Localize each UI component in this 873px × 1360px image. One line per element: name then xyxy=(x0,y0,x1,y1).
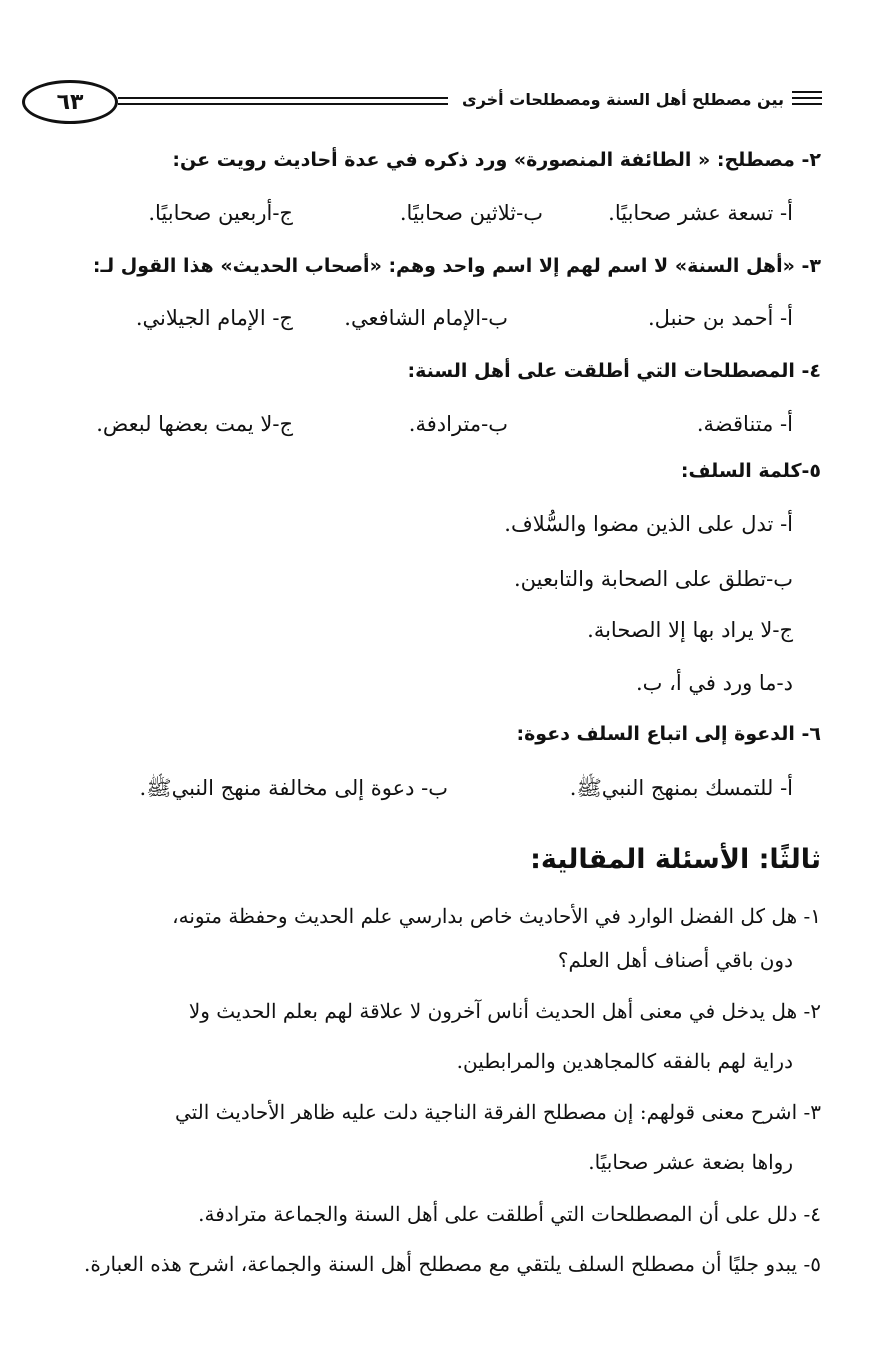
mcq-option: ب- دعوة إلى مخالفة منهج النبيﷺ. xyxy=(139,776,448,800)
mcq-option: أ- متناقضة. xyxy=(696,412,793,436)
mcq-question: ٦- الدعوة إلى اتباع السلف دعوة: xyxy=(516,723,821,745)
mcq-option: د-ما ورد في أ، ب. xyxy=(635,671,793,695)
header-rule xyxy=(118,97,448,99)
running-header xyxy=(22,78,822,134)
page-number: ٦٣ xyxy=(22,80,118,124)
header-title: بين مصطلح أهل السنة ومصطلحات أخرى xyxy=(458,90,788,109)
mcq-option: أ- تسعة عشر صحابيًا. xyxy=(608,201,793,225)
mcq-option: ج-أربعين صحابيًا. xyxy=(148,201,293,225)
essay-question-line: رواها بضعة عشر صحابيًا. xyxy=(588,1150,793,1174)
mcq-option: ب-مترادفة. xyxy=(408,412,508,436)
essay-question-line: ٤- دلل على أن المصطلحات التي أطلقت على أهل السنة والجماعة مترادفة. xyxy=(198,1202,821,1226)
essay-question-line: ١- هل كل الفضل الوارد في الأحاديث خاص بدارسي علم الحديث وحفظة متونه، xyxy=(172,904,821,928)
essay-question-line: ٥- يبدو جليًا أن مصطلح السلف يلتقي مع مصطلح أهل السنة والجماعة، اشرح هذه العبارة. xyxy=(84,1252,821,1276)
header-rule xyxy=(792,97,822,99)
section-title: ثالثًا: الأسئلة المقالية: xyxy=(530,844,821,875)
header-rule xyxy=(118,103,448,105)
mcq-option: أ- للتمسك بمنهج النبيﷺ. xyxy=(569,776,793,800)
essay-question-line: دراية لهم بالفقه كالمجاهدين والمرابطين. xyxy=(456,1049,793,1073)
mcq-option: ج-لا يمت بعضها لبعض. xyxy=(96,412,293,436)
essay-question-line: ٢- هل يدخل في معنى أهل الحديث أناس آخرون لا علاقة لهم بعلم الحديث ولا xyxy=(188,999,821,1023)
essay-question-line: دون باقي أصناف أهل العلم؟ xyxy=(557,948,793,972)
mcq-option: ج-لا يراد بها إلا الصحابة. xyxy=(587,618,793,642)
mcq-option: أ- تدل على الذين مضوا والسُّلاف. xyxy=(504,512,793,536)
mcq-question: ٢- مصطلح: « الطائفة المنصورة» ورد ذكره في عدة أحاديث رويت عن: xyxy=(172,149,821,171)
mcq-question: ٥-كلمة السلف: xyxy=(680,460,821,482)
essay-question-line: ٣- اشرح معنى قولهم: إن مصطلح الفرقة الناجية دلت عليه ظاهر الأحاديث التي xyxy=(174,1100,821,1124)
mcq-option: أ- أحمد بن حنبل. xyxy=(647,306,793,330)
header-rule xyxy=(792,91,822,93)
mcq-option: ب-الإمام الشافعي. xyxy=(344,306,508,330)
mcq-option: ج- الإمام الجيلاني. xyxy=(135,306,293,330)
header-rule xyxy=(792,103,822,105)
mcq-option: ب-ثلاثين صحابيًا. xyxy=(399,201,543,225)
mcq-question: ٣- «أهل السنة» لا اسم لهم إلا اسم واحد وهم: «أصحاب الحديث» هذا القول لـ: xyxy=(92,255,821,277)
mcq-question: ٤- المصطلحات التي أطلقت على أهل السنة: xyxy=(407,360,821,382)
mcq-option: ب-تطلق على الصحابة والتابعين. xyxy=(514,567,793,591)
